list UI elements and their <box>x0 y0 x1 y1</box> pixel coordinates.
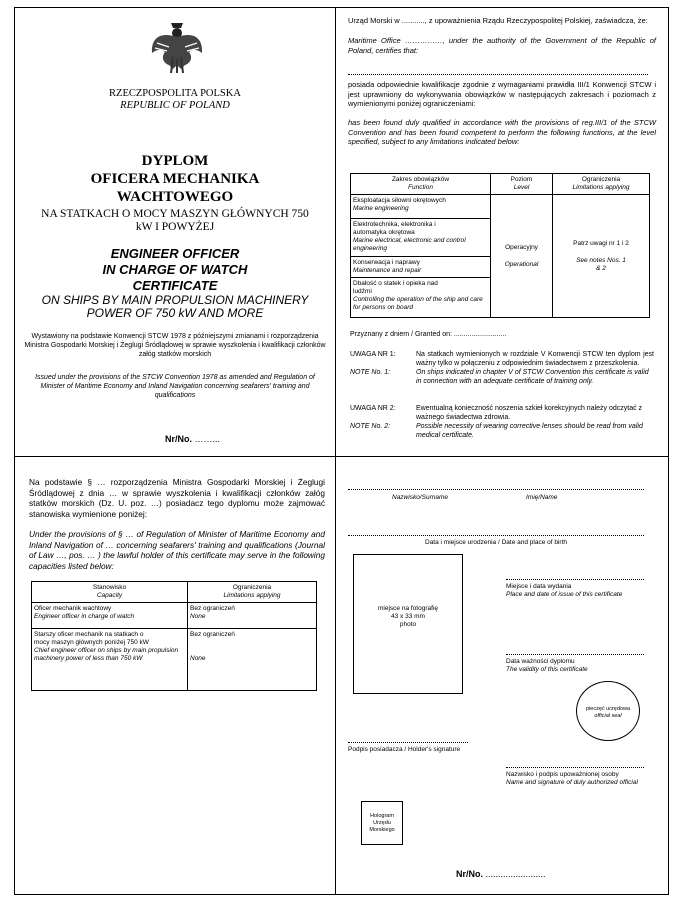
capacity-en: Engineer officer in charge of watch <box>34 613 135 620</box>
subtitle-pl: NA STATKACH O MOCY MASZYN GŁÓWNYCH 750 kW I POWYŻEJ <box>41 208 309 233</box>
name-line <box>348 489 644 490</box>
function-cell <box>351 195 491 219</box>
number-label: Nr/No. <box>456 869 483 879</box>
seal-label: pieczęć urzędowa <box>585 706 631 712</box>
number-value: ……... <box>194 434 221 444</box>
limitation-pl: Bez ograniczeń <box>190 605 235 612</box>
functions-table <box>350 173 650 318</box>
header-limitations <box>553 174 650 195</box>
title-line-2: OFICERA MECHANIKA <box>90 171 260 187</box>
hologram-label-3: Morskiego <box>369 827 395 833</box>
capacity-cell <box>32 629 188 691</box>
official-label: Nazwisko i podpis upoważnionej osoby <box>506 771 619 778</box>
note-1-pl <box>350 350 654 368</box>
official-signature-line <box>506 767 644 768</box>
cover-panel <box>15 8 335 456</box>
functions-panel <box>336 8 668 456</box>
note-2-label-en: NOTE No. 2: <box>350 423 391 430</box>
limitation-cell <box>188 603 317 629</box>
table-row <box>32 629 317 691</box>
photo-size: 43 x 33 mm <box>391 613 425 620</box>
header-level-en: Level <box>513 184 530 191</box>
certificate-number <box>165 434 220 444</box>
limitation-en: None <box>190 655 206 662</box>
header-function <box>351 174 491 195</box>
official-label-en: Name and signature of duly authorized official <box>506 779 638 786</box>
level-pl: Operacyjny <box>505 243 538 251</box>
certificate-sheet <box>14 7 669 895</box>
header-limitations <box>188 582 317 603</box>
validity-line <box>506 654 644 655</box>
capacity-pl: Oficer mechanik wachtowy <box>34 605 112 612</box>
number-value: ........................ <box>485 869 546 879</box>
note-2-text-en: Possible necessity of wearing corrective lenses should be read from valid medical certificate. <box>416 423 643 439</box>
table-header-row <box>32 582 317 603</box>
function-cell <box>351 219 491 257</box>
function-pl: Elektrotechnika, elektronika i automatyka okrętowa <box>353 221 436 236</box>
title-en-line-2: IN CHARGE OF WATCH <box>102 262 248 277</box>
function-pl: Konserwacja i naprawy <box>353 259 420 266</box>
limitation-pl: Bez ograniczeń <box>190 631 235 638</box>
header-level <box>491 174 553 195</box>
issue-line <box>506 579 644 580</box>
body-en: has been found duly qualified in accordance with the provisions of reg.III/1 of the STCW Convention and has been found competent to perform the following functions, at the level specified, subject to any limitations indicated below: <box>348 118 656 146</box>
header-lim-pl: Ograniczenia <box>232 584 272 591</box>
photo-label-en: photo <box>399 621 417 628</box>
state-name-en: REPUBLIC OF POLAND <box>120 100 230 111</box>
header-function-pl: Zakres obowiązków <box>391 176 450 183</box>
note-1-text-en: On ships indicated in chapter V of STCW Convention this certificate is valid in connection with an adequate certificate of training only. <box>416 369 649 385</box>
function-en: Marine engineering <box>353 205 409 212</box>
validity-label-en: The validity of this certificate <box>506 666 588 673</box>
header-capacity-pl: Stanowisko <box>92 584 127 591</box>
certificate-number-back <box>456 869 546 879</box>
header-capacity <box>32 582 188 603</box>
hologram-label-2: Urzędu <box>373 820 391 826</box>
number-label: Nr/No. <box>165 434 192 444</box>
table-row <box>351 195 650 219</box>
capacities-panel <box>15 457 335 894</box>
function-pl: Dbałość o statek i opieka nad ludźmi <box>353 280 438 295</box>
capacities-intro-pl: Na podstawie § … rozporządzenia Ministra Gospodarki Morskiej i Żeglugi Śródlądowej z dnia … w sprawie wyszkolenia i kwalifikacji członków załóg statków morskich (Dz. U. poz. …) posiadacz tego dyplomu może zajmować stanowiska wymienione poniżej: <box>29 477 325 519</box>
granted-on: Przyznany z dniem / Granted on: ........................... <box>350 331 507 338</box>
note-1 <box>350 350 654 386</box>
title-en-line-1: ENGINEER OFFICER <box>110 246 240 261</box>
issue-label-en: Place and date of issue of this certificate <box>506 591 623 598</box>
holder-name-line <box>348 74 648 75</box>
note-2 <box>350 404 654 440</box>
function-cell <box>351 257 491 278</box>
limitations-cell <box>553 195 650 318</box>
title-line-1: DYPLOM <box>141 153 209 169</box>
table-row <box>32 603 317 629</box>
header-lim-en: Limitations applying <box>223 592 281 599</box>
capacity-cell <box>32 603 188 629</box>
hologram-label-1: Hologram <box>370 813 394 819</box>
title-line-3: WACHTOWEGO <box>116 189 234 205</box>
note-2-label: UWAGA NR 2: <box>350 405 396 412</box>
eagle-emblem-icon <box>149 19 205 75</box>
hologram-box <box>361 801 403 845</box>
function-pl: Eksploatacja siłowni okrętowych <box>353 197 446 204</box>
legal-basis-pl: Wystawiony na podstawie Konwencji STCW 1978 z późniejszymi zmianami i rozporządzenia Ministra Gospodarki Morskiej i Żeglugi Śródlądowej w sprawie wyszkolenia i kwalifikacji członków załóg statków morskich <box>24 333 326 358</box>
seal-circle <box>576 681 640 741</box>
level-en: Operational <box>504 260 539 268</box>
header-limit-pl: Ograniczenia <box>581 176 621 183</box>
intro-en: Maritime Office ……………, under the authority of the Government of the Republic of Poland, certifies that: <box>348 36 656 55</box>
photo-label: miejsce na fotografię <box>378 605 438 612</box>
note-2-en <box>350 422 654 440</box>
header-level-pl: Poziom <box>510 176 533 183</box>
photo-box <box>353 554 463 694</box>
header-function-en: Function <box>408 184 433 191</box>
holder-signature-label: Podpis posiadacza / Holder's signature <box>348 746 461 753</box>
capacities-intro-en: Under the provisions of § … of Regulation of Minister of Maritime Economy and Inland Navigation of … concerning seafarers' training and qualifications (Journal of Law …, pos. … ) the lawful holder of this certificate may serve in the following capacities listed below: <box>29 529 325 571</box>
limit-en: See notes Nos. 1 & 2 <box>576 256 626 272</box>
holder-panel <box>336 457 668 894</box>
function-en: Marine electrical, electronic and control engineering <box>353 237 466 252</box>
note-2-text: Ewentualną konieczność noszenia szkieł korekcyjnych należy odczytać z ważnego świadectwa zdrowia. <box>416 405 643 421</box>
holder-signature-line <box>348 742 468 743</box>
birth-label: Data i miejsce urodzenia / Date and place of birth <box>425 539 567 546</box>
note-1-text: Na statkach wymienionych w rozdziale V Konwencji STCW ten dyplom jest ważny tylko w połączeniu z odpowiednim świadectwem z przeszkolenia. <box>416 351 654 367</box>
note-2-pl <box>350 404 654 422</box>
state-name: RZECZPOSPOLITA POLSKA <box>109 88 241 99</box>
header-limit-en: Limitations applying <box>572 184 630 191</box>
name-label: Imię/Name <box>526 494 558 501</box>
table-header-row <box>351 174 650 195</box>
function-cell <box>351 278 491 318</box>
issue-label: Miejsce i data wydania <box>506 583 572 590</box>
seal-label-en: official seal <box>594 713 622 719</box>
level-cell <box>491 195 553 318</box>
note-1-en <box>350 368 654 386</box>
capacity-pl: Starszy oficer mechanik na statkach o mocy maszyn głównych poniżej 750 kW <box>34 631 149 646</box>
limitation-en: None <box>190 613 206 620</box>
limitation-cell <box>188 629 317 691</box>
body-pl: posiada odpowiednie kwalifikacje zgodnie z wymaganiami prawidła III/1 Konwencji STCW i jest uprawniony do wykonywania obowiązków w następujących zakresach i poziomach z wymienionymi poniżej ograniczeniami: <box>348 80 656 108</box>
header-capacity-en: Capacity <box>96 592 123 599</box>
function-en: Maintenance and repair <box>353 267 422 274</box>
limit-pl: Patrz uwagi nr 1 i 2 <box>573 239 629 247</box>
title-en-line-3: CERTIFICATE <box>132 278 218 293</box>
note-1-label-en: NOTE No. 1: <box>350 369 391 376</box>
capacities-table <box>31 581 317 691</box>
validity-label: Data ważności dyplomu <box>506 658 575 665</box>
note-1-label: UWAGA NR 1: <box>350 351 396 358</box>
capacity-en: Chief engineer officer on ships by main propulsion machinery power of less than 750 kW <box>34 647 179 662</box>
intro-pl: Urząd Morski w ..........., z upoważnienia Rządu Rzeczypospolitej Polskiej, zaświadcza, że: <box>348 16 648 25</box>
function-en: Controlling the operation of the ship and care for persons on board <box>353 296 483 311</box>
subtitle-en: ON SHIPS BY MAIN PROPULSION MACHINERY POWER OF 750 kW AND MORE <box>41 293 309 320</box>
legal-basis-en: Issued under the provisions of the STCW Convention 1978 as amended and Regulation of Minister of Maritime Economy and Inland Navigation concerning seafarers' training and qualifications <box>35 374 315 399</box>
birth-line <box>348 535 644 536</box>
surname-label: Nazwisko/Surname <box>392 494 448 501</box>
